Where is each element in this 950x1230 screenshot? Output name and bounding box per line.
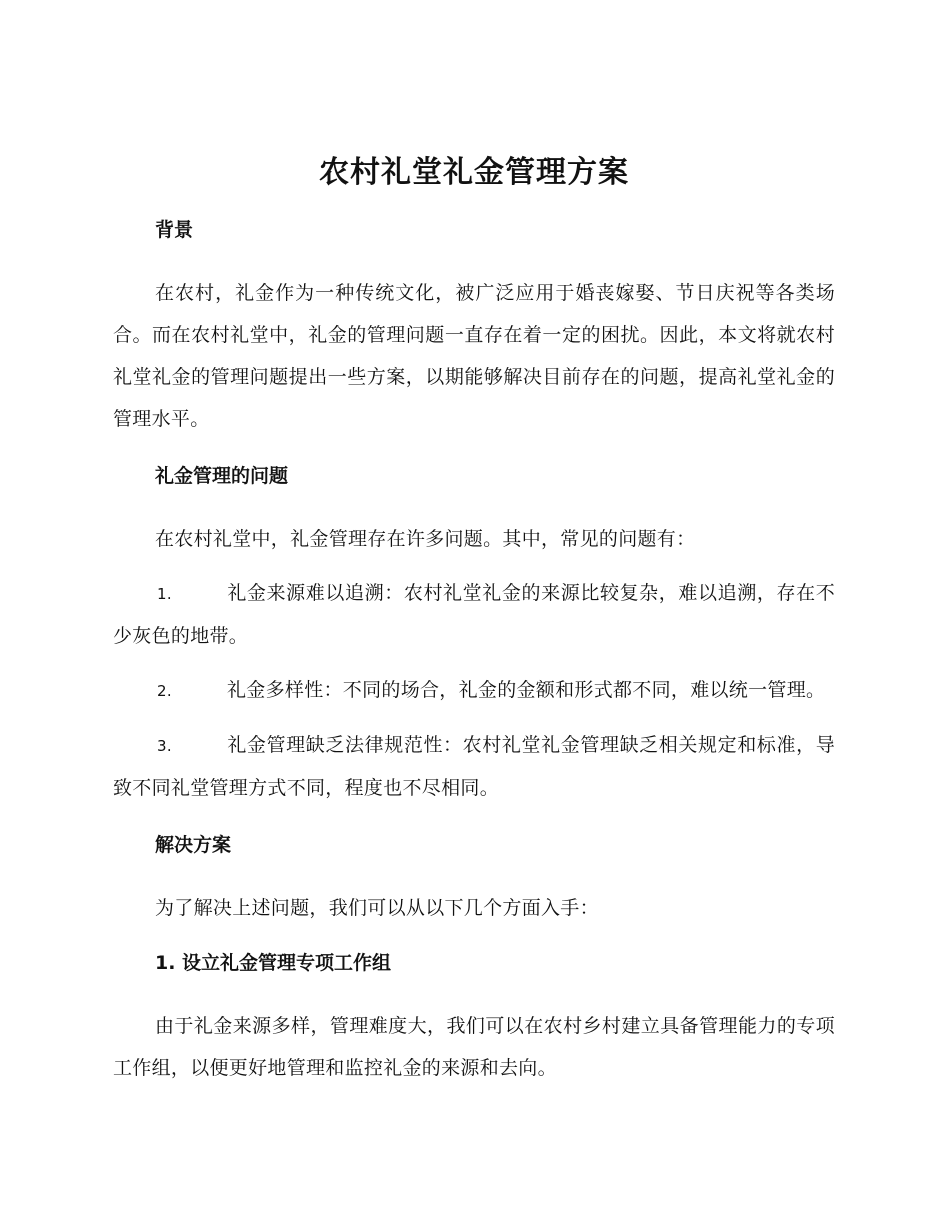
- problem-item-text: 礼金管理缺乏法律规范性：农村礼堂礼金管理缺乏相关规定和标准，导致不同礼堂管理方式不同，程度也不尽相同。: [113, 734, 835, 799]
- background-paragraph: 在农村，礼金作为一种传统文化，被广泛应用于婚丧嫁娶、节日庆祝等各类场合。而在农村礼堂中，礼金的管理问题一直存在着一定的困扰。因此，本文将就农村礼堂礼金的管理问题提出一些方案，以期能够解决目前存在的问题，提高礼堂礼金的管理水平。: [113, 282, 835, 430]
- problem-item-number: 1.: [157, 585, 172, 603]
- problem-item-number: 2.: [157, 682, 172, 700]
- document-page: [113, 150, 835, 1101]
- problem-item-2: [113, 669, 835, 712]
- problem-item-3: [113, 724, 835, 809]
- section-heading-solutions: 解决方案: [155, 834, 232, 856]
- section-heading-problems: 礼金管理的问题: [155, 465, 289, 487]
- section-heading-background: 背景: [155, 219, 194, 241]
- problems-intro: 在农村礼堂中，礼金管理存在许多问题。其中，常见的问题有：: [155, 528, 696, 550]
- problem-item-1: [113, 572, 835, 657]
- solutions-intro: 为了解决上述问题，我们可以从以下几个方面入手：: [155, 897, 599, 919]
- problem-item-text: 礼金多样性：不同的场合，礼金的金额和形式都不同，难以统一管理。: [227, 679, 826, 701]
- solution-subheading-1: 1. 设立礼金管理专项工作组: [155, 952, 392, 974]
- problem-item-text: 礼金来源难以追溯：农村礼堂礼金的来源比较复杂，难以追溯，存在不少灰色的地带。: [113, 582, 835, 647]
- document-title: 农村礼堂礼金管理方案: [319, 155, 629, 190]
- problem-item-number: 3.: [157, 737, 172, 755]
- solution-paragraph-1: 由于礼金来源多样，管理难度大，我们可以在农村乡村建立具备管理能力的专项工作组，以便更好地管理和监控礼金的来源和去向。: [113, 1015, 835, 1079]
